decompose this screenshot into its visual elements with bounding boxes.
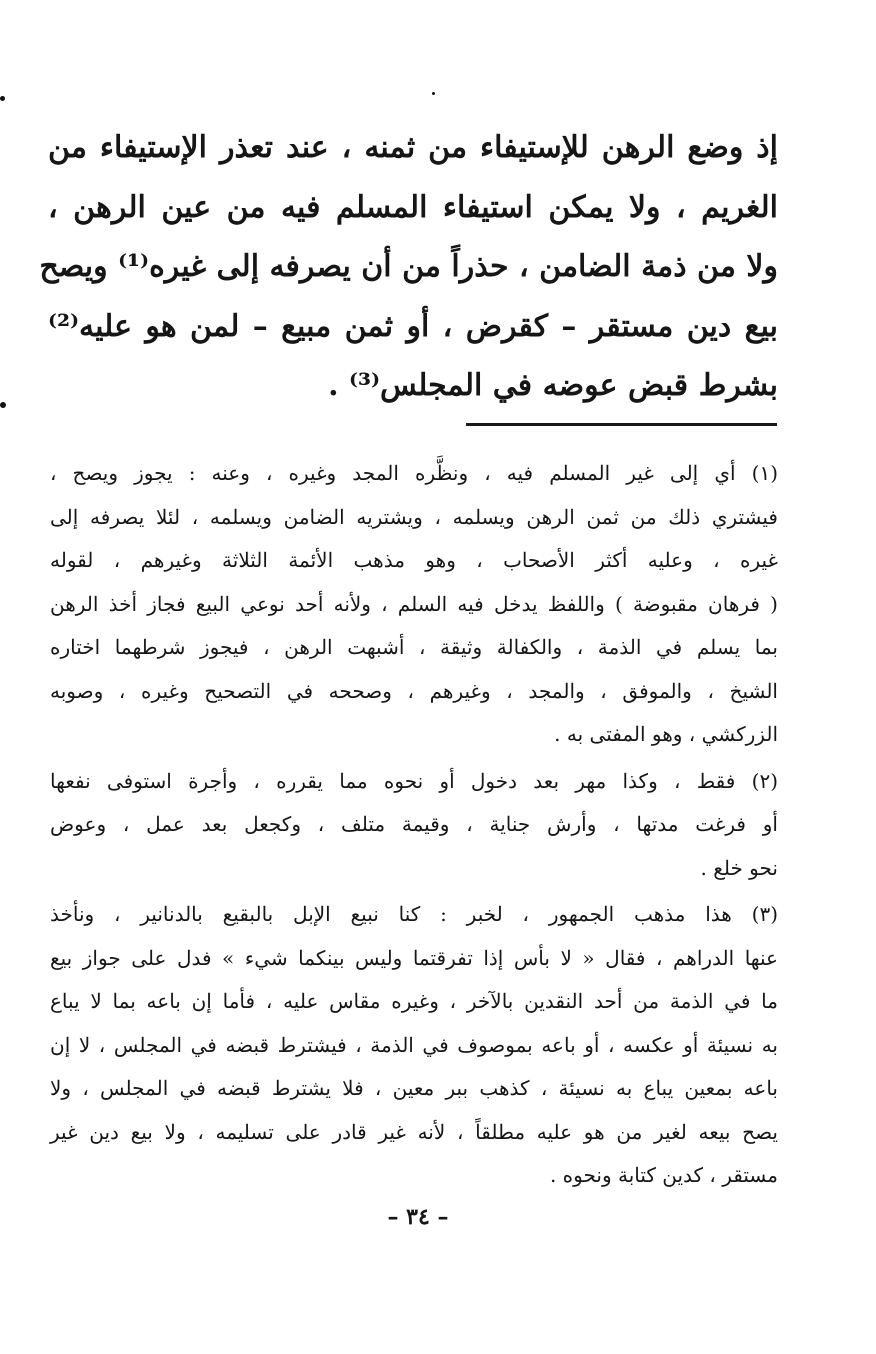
footnote-line: غيره ، وعليه أكثر الأصحاب ، وهو مذهب الأئمة الثلاثة وغيرهم ، لقوله [50, 548, 778, 572]
footnote-line: باعه بمعين يباع به نسيئة ، كذهب ببر معين ، فلا يشترط قبضه في المجلس ، ولا [50, 1076, 778, 1100]
footnote-line: الزركشي ، وهو المفتى به . [554, 722, 778, 746]
footnotes [50, 452, 778, 1201]
footnote-line: (١) أي إلى غير المسلم فيه ، ونظَّره المجد وغيره ، وعنه : يجوز ويصح ، [50, 461, 778, 485]
footnote-separator [466, 423, 777, 426]
footnote-3 [50, 893, 778, 1198]
footnote-line: ( فرهان مقبوضة ) واللفظ يدخل فيه السلم ، ولأنه أحد نوعي البيع فجاز أخذ الرهن [50, 591, 778, 616]
footnote-line: بما يسلم في الذمة ، والكفالة وثيقة ، أشبهت الرهن ، فيجوز شرطهما اختاره [50, 635, 778, 659]
footnote-line: يصح بيعه لغير من هو عليه مطلقاً ، لأنه غير قادر على تسليمه ، ولا بيع دين غير [50, 1119, 778, 1144]
footnote-line: ما في الذمة من أحد النقدين بالآخر ، وغيره مقاس عليه ، فأما إن باعه بما لا يباع [50, 989, 778, 1013]
footnote-1 [50, 452, 778, 757]
scan-mark-dot [0, 96, 5, 101]
footnote-line: (٣) هذا مذهب الجمهور ، لخبر : كنا نبيع الإبل بالبقيع بالدنانير ، ونأخذ [50, 902, 778, 926]
main-text-line: إذ وضع الرهن للإستيفاء من ثمنه ، عند تعذر الإستيفاء من [48, 130, 778, 165]
footnote-line: عنها الدراهم ، فقال « لا بأس إذا تفرقتما وليس بينكما شيء » فدل على جواز بيع [50, 945, 778, 970]
footnote-line: نحو خلع . [700, 855, 778, 880]
footnote-line: (٢) فقط ، وكذا مهر بعد دخول أو نحوه مما يقرره ، وأجرة استوفى نفعها [50, 768, 778, 793]
footnote-line: مستقر ، كدين كتابة ونحوه . [549, 1163, 778, 1187]
footnote-line: به نسيئة أو عكسه ، أو باعه بموصوف في الذمة ، فيشترط قبضه في المجلس ، لا إن [50, 1032, 778, 1057]
main-text-line: ولا من ذمة الضامن ، حذراً من أن يصرفه إلى غيره⁽¹⁾ ويصح [39, 249, 778, 284]
footnote-2 [50, 760, 778, 891]
footnote-line: أو فرغت مدتها ، وأرش جناية ، وقيمة متلف ، وكجعل بعد عمل ، وعوض [50, 812, 778, 836]
footnote-line: فيشتري ذلك من ثمن الرهن ويسلمه ، ويشتريه الضامن ويسلمه ، لئلا يصرفه إلى [50, 504, 778, 529]
main-text [39, 118, 778, 416]
main-text-line: بيع دين مستقر – كقرض ، أو ثمن مبيع – لمن هو عليه⁽²⁾ [48, 308, 778, 344]
scan-mark-dot [432, 92, 435, 95]
main-text-line: بشرط قبض عوضه في المجلس⁽³⁾ . [328, 368, 778, 403]
scan-mark-dot [0, 402, 6, 408]
footnote-line: الشيخ ، والموفق ، والمجد ، وغيرهم ، وصححه في التصحيح وغيره ، وصوبه [50, 678, 778, 703]
page-number: – ٣٤ – [387, 1204, 449, 1230]
main-text-line: الغريم ، ولا يمكن استيفاء المسلم فيه من عين الرهن ، [48, 189, 778, 225]
